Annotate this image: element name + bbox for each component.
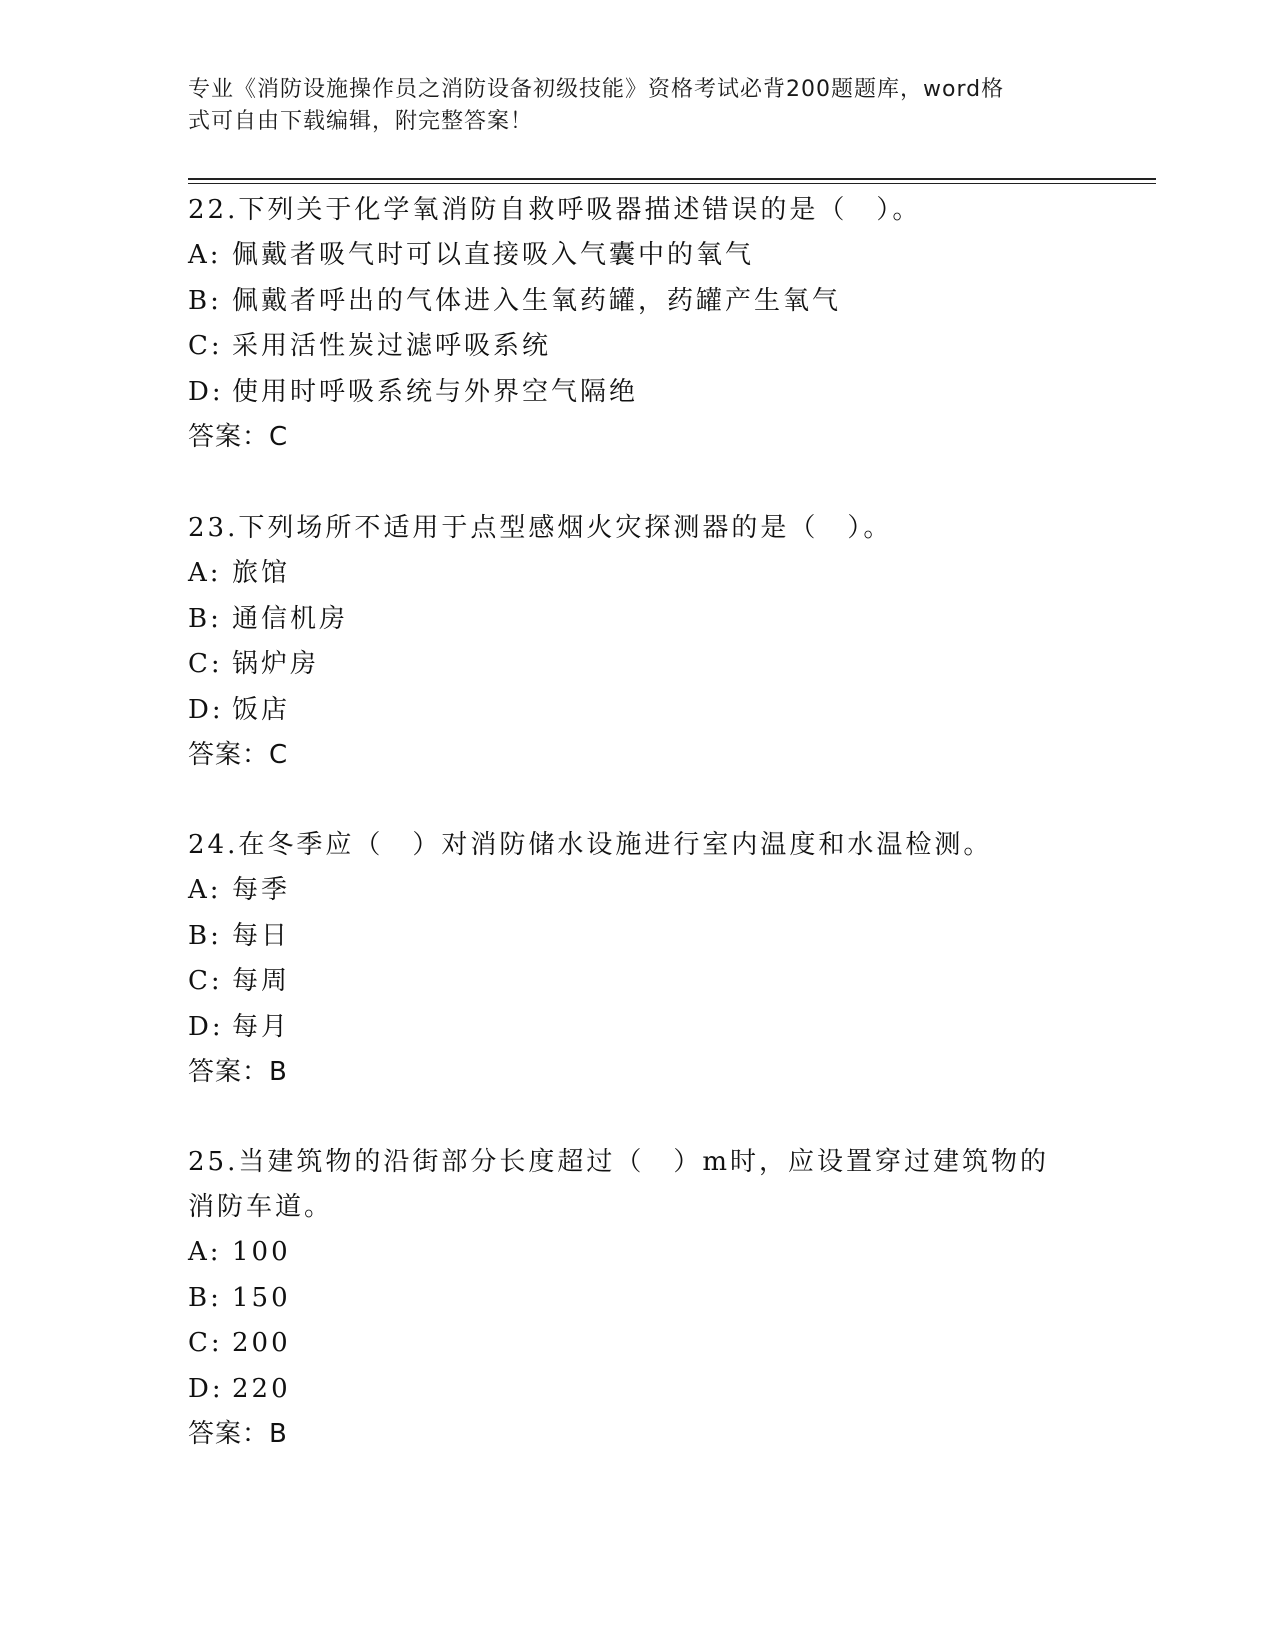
- option-text: 200: [232, 1328, 291, 1358]
- question-text: 24.在冬季应（ ）对消防储水设施进行室内温度和水温检测。: [188, 830, 993, 860]
- question-23: [188, 506, 1068, 778]
- option-letter: A:: [188, 240, 222, 270]
- question-text: 22.下列关于化学氧消防自救呼吸器描述错误的是（ ）。: [188, 195, 922, 225]
- option-letter: B:: [188, 603, 222, 634]
- document-header: [188, 74, 1068, 138]
- option-text: 每季: [232, 875, 291, 905]
- option-letter: C:: [188, 331, 223, 361]
- answer-line: 答案：C: [188, 422, 289, 452]
- option-letter: B:: [188, 920, 222, 951]
- option-text: 每日: [232, 920, 291, 951]
- option-letter: C:: [188, 649, 223, 679]
- header-line-1: 专业《消防设施操作员之消防设备初级技能》资格考试必背200题题库，word格: [188, 77, 1005, 102]
- option-c: [188, 1321, 1068, 1367]
- answer-line: 答案：B: [188, 1057, 288, 1087]
- question-25: [188, 1140, 1068, 1457]
- option-text: 100: [232, 1237, 291, 1267]
- option-letter: D:: [188, 1011, 224, 1042]
- option-b: [188, 914, 1068, 960]
- option-letter: A:: [188, 875, 222, 905]
- option-b: [188, 279, 1068, 325]
- option-d: [188, 1367, 1068, 1413]
- option-letter: C:: [188, 966, 223, 996]
- answer-line: 答案：B: [188, 1419, 288, 1449]
- answer-line: 答案：C: [188, 740, 289, 770]
- option-letter: D:: [188, 1373, 224, 1404]
- option-text: 150: [232, 1282, 291, 1313]
- option-d: [188, 1005, 1068, 1051]
- option-letter: C:: [188, 1328, 223, 1358]
- option-text: 旅馆: [232, 558, 291, 588]
- option-text: 采用活性炭过滤呼吸系统: [232, 331, 552, 361]
- question-text: 23.下列场所不适用于点型感烟火灾探测器的是（ ）。: [188, 513, 893, 543]
- option-letter: B:: [188, 285, 222, 316]
- question-24: [188, 823, 1068, 1095]
- option-letter: A:: [188, 1237, 222, 1267]
- header-divider: [188, 178, 1156, 184]
- option-c: [188, 324, 1068, 370]
- option-text: 佩戴者呼出的气体进入生氧药罐，药罐产生氧气: [232, 285, 842, 316]
- option-text: 锅炉房: [232, 649, 320, 679]
- option-b: [188, 1276, 1068, 1322]
- option-text: 220: [232, 1373, 291, 1404]
- option-letter: D:: [188, 376, 224, 407]
- option-b: [188, 597, 1068, 643]
- option-d: [188, 688, 1068, 734]
- option-text: 每月: [232, 1011, 291, 1042]
- question-22: [188, 188, 1068, 460]
- option-text: 饭店: [232, 694, 291, 725]
- header-line-2: 式可自由下载编辑，附完整答案！: [188, 109, 534, 134]
- option-a: [188, 868, 1068, 914]
- option-text: 佩戴者吸气时可以直接吸入气囊中的氧气: [232, 240, 755, 270]
- option-c: [188, 959, 1068, 1005]
- option-a: [188, 1230, 1068, 1276]
- option-a: [188, 233, 1068, 279]
- option-letter: D:: [188, 694, 224, 725]
- option-letter: B:: [188, 1282, 222, 1313]
- option-d: [188, 370, 1068, 416]
- option-text: 每周: [232, 966, 291, 996]
- option-a: [188, 551, 1068, 597]
- option-text: 使用时呼吸系统与外界空气隔绝: [232, 376, 639, 407]
- option-text: 通信机房: [232, 603, 349, 634]
- question-text: 25.当建筑物的沿街部分长度超过（ ）m时，应设置穿过建筑物的消防车道。: [188, 1147, 1050, 1222]
- option-letter: A:: [188, 558, 222, 588]
- option-c: [188, 642, 1068, 688]
